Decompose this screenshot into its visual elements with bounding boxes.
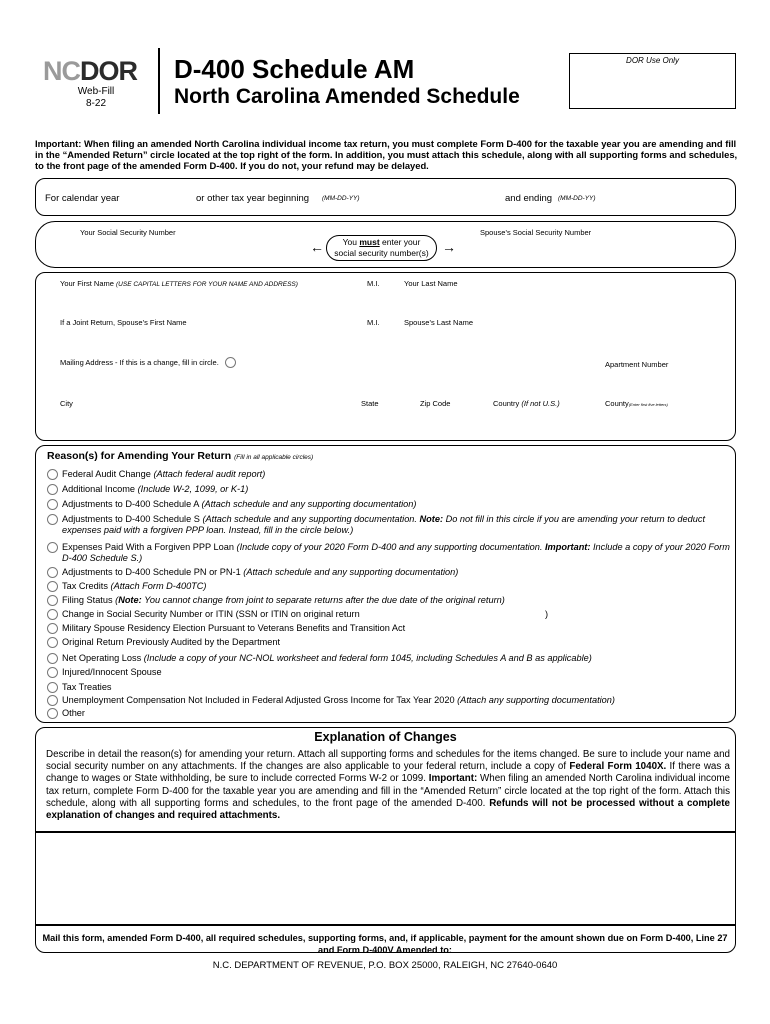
reason-note: (Include W-2, 1099, or K-1) — [137, 484, 249, 494]
reason-label: Federal Audit Change — [62, 469, 151, 479]
explanation-divider — [36, 831, 735, 833]
reason-text — [62, 542, 737, 564]
mailing-instructions: Mail this form, amended Form D-400, all required schedules, supporting forms, and, if applicable, payment for the amount shown due on Form D-400, Line 27 and Form D-400V Amended to: — [42, 933, 728, 955]
logo-nc: NC — [43, 56, 80, 86]
reason-label: Net Operating Loss — [62, 653, 142, 663]
reason-circle[interactable] — [47, 514, 58, 525]
reason-note: (Attach schedule and any supporting documentation) — [243, 567, 459, 577]
last-name-label: Your Last Name — [404, 279, 458, 288]
reason-close-paren: ) — [545, 609, 549, 619]
reason-ppp-loan[interactable] — [47, 542, 737, 564]
address-change-circle[interactable] — [225, 357, 236, 368]
state-label: State — [361, 399, 379, 408]
reasons-title-text: Reason(s) for Amending Your Return — [47, 450, 232, 462]
reason-note: (Include a copy of your NC-NOL worksheet and federal form 1045, including Schedules A and B as applicable) — [143, 653, 592, 663]
reason-label: Change in Social Security Number or ITIN (SSN or ITIN on original return — [62, 609, 360, 619]
explanation-p3: When filing an amended North Carolina individual income tax return, complete Form D-400 for the taxable year you are amending and fill in the “Amended Return” circle located at the top right of the form. Attach this schedule, along with all supporting forms and schedules, to the front page of the amended D-400. — [46, 773, 731, 809]
reason-label: Adjustments to D-400 Schedule S — [62, 514, 200, 524]
reason-text — [62, 499, 737, 510]
ssn-notice-must: must — [359, 237, 380, 247]
other-year-label: or other tax year beginning — [196, 193, 310, 204]
reason-note-bold: Note: — [419, 514, 444, 524]
explanation-text-area[interactable] — [38, 834, 733, 922]
name-address-box — [35, 272, 736, 441]
reason-note-tail: Do not fill in this circle if you are amending your return to deduct expenses paid with a forgiven PPP loan. Instead, fill in the circle below.) — [62, 514, 705, 535]
explanation-title: Explanation of Changes — [314, 730, 457, 744]
zip-label: Zip Code — [420, 399, 451, 408]
spouse-first-name-label: If a Joint Return, Spouse’s First Name — [60, 318, 187, 327]
reason-tax-credits[interactable] — [47, 581, 737, 592]
reason-injured-spouse[interactable] — [47, 667, 737, 678]
logo-dor: DOR — [80, 56, 137, 86]
dor-use-only-box — [569, 53, 736, 109]
reason-text — [62, 581, 737, 592]
ssn-notice-enter: enter your — [379, 237, 421, 247]
reason-note: (Attach schedule and any supporting documentation. — [202, 514, 417, 524]
form-title: D-400 Schedule AM — [174, 54, 415, 84]
reasons-title — [47, 450, 313, 462]
reason-previously-audited[interactable] — [47, 637, 737, 648]
reason-circle[interactable] — [47, 682, 58, 693]
reason-schedule-s[interactable] — [47, 514, 737, 536]
web-fill-text: Web-Fill — [77, 86, 115, 97]
reason-circle[interactable] — [47, 595, 58, 606]
form-version: 8-22 — [85, 98, 106, 109]
county-text: County — [605, 399, 629, 408]
explanation-p1: Describe in detail the reason(s) for amending your return. Attach all supporting forms and schedules for the items changed. Be sure to include your name and social security number on any attachments. If the changes are also applicable to your federal return, include a copy of — [46, 749, 730, 773]
reason-note: (Attach schedule and any supporting documentation) — [201, 499, 417, 509]
ssn-notice-line1 — [327, 237, 436, 248]
reason-note: (Attach federal audit report) — [153, 469, 266, 479]
reason-note-bold: Note: — [118, 595, 142, 605]
first-name-note: (USE CAPITAL LETTERS FOR YOUR NAME AND ADDRESS) — [116, 281, 298, 288]
mailing-address: N.C. DEPARTMENT OF REVENUE, P.O. BOX 25000, RALEIGH, NC 27640-0640 — [212, 960, 558, 971]
ncdor-logo — [43, 58, 137, 85]
dor-use-only-label: DOR Use Only — [626, 56, 679, 65]
reason-circle[interactable] — [47, 653, 58, 664]
reason-circle[interactable] — [47, 667, 58, 678]
ssn-required-notice — [326, 235, 437, 261]
reason-text — [62, 567, 737, 578]
spouse-mi-label: M.I. — [367, 318, 380, 327]
reason-ssn-change[interactable] — [47, 609, 737, 620]
spouse-ssn-label: Spouse’s Social Security Number — [480, 228, 592, 237]
mailing-address-label: Mailing Address - If this is a change, fill in circle. — [60, 358, 219, 367]
reason-circle[interactable] — [47, 542, 58, 553]
reason-text — [62, 695, 737, 706]
reason-circle[interactable] — [47, 695, 58, 706]
reasons-note: (Fill in all applicable circles) — [234, 454, 314, 461]
reason-note: (Attach Form D-400TC) — [110, 581, 207, 591]
reason-unemployment[interactable] — [47, 695, 737, 706]
reason-additional-income[interactable] — [47, 484, 737, 495]
reason-text — [62, 514, 737, 536]
mail-divider — [36, 924, 735, 926]
reason-note: (Attach any supporting documentation) — [457, 695, 615, 705]
reason-circle[interactable] — [47, 567, 58, 578]
explanation-p2: If there was a change to wages or State withholding, be sure to include corrected Forms W-2 or 1099. — [46, 761, 730, 785]
mi-label: M.I. — [367, 279, 380, 288]
reason-label: Filing Status — [62, 595, 113, 605]
reason-label: Tax Treaties — [62, 682, 112, 692]
important-notice: Important: When filing an amended North Carolina individual income tax return, you must complete Form D-400 for the taxable year you are amending and fill in the “Amended Return” circle located at the top right of the form. In addition, you must attach this schedule, along with all supporting forms and schedules, to the front page of the amended Form D-400. If you do not, your refund may be delayed. — [35, 138, 738, 171]
reason-circle[interactable] — [47, 581, 58, 592]
header-divider — [158, 48, 160, 114]
reason-label: Injured/Innocent Spouse — [62, 667, 162, 677]
reason-schedule-a[interactable] — [47, 499, 737, 510]
reason-note-bold: Important: — [545, 542, 591, 552]
city-label: City — [60, 399, 73, 408]
reason-circle[interactable] — [47, 708, 58, 719]
country-note: (If not U.S.) — [521, 399, 560, 408]
reason-tax-treaties[interactable] — [47, 682, 737, 693]
explanation-p2-bold: Important: — [428, 773, 478, 785]
ssn-notice-you: You — [342, 237, 360, 247]
reason-schedule-pn[interactable] — [47, 567, 737, 578]
reason-label: Adjustments to D-400 Schedule PN or PN-1 — [62, 567, 241, 577]
reason-label: Original Return Previously Audited by the Department — [62, 637, 281, 647]
reason-label: Other — [62, 708, 85, 718]
country-text: Country — [493, 399, 520, 408]
right-arrow-icon: → — [442, 239, 456, 255]
spouse-last-name-label: Spouse’s Last Name — [404, 318, 474, 327]
reason-other[interactable] — [47, 708, 737, 719]
reason-label: Unemployment Compensation Not Included in Federal Adjusted Gross Income for Tax Year 2020 — [62, 695, 455, 705]
reason-circle[interactable] — [47, 499, 58, 510]
reason-text — [62, 609, 737, 620]
reason-label: Tax Credits — [62, 581, 108, 591]
reason-circle[interactable] — [47, 623, 58, 634]
form-subtitle: North Carolina Amended Schedule — [174, 85, 520, 108]
ssn-notice-line2: social security number(s) — [334, 248, 429, 258]
country-label — [493, 399, 560, 408]
reason-text — [62, 484, 737, 495]
reason-circle[interactable] — [47, 484, 58, 495]
reason-label: Adjustments to D-400 Schedule A — [62, 499, 199, 509]
reason-net-operating-loss[interactable] — [47, 653, 737, 664]
reason-circle[interactable] — [47, 469, 58, 480]
reason-label: Additional Income — [62, 484, 136, 494]
county-note: (Enter first five letters) — [628, 402, 668, 407]
first-name-label — [60, 279, 298, 288]
left-arrow-icon: ← — [310, 239, 324, 255]
tax-year-box — [35, 178, 736, 216]
apartment-label: Apartment Number — [605, 360, 669, 369]
county-label — [605, 399, 668, 408]
reason-note: (Include copy of your 2020 Form D-400 and any supporting documentation. — [236, 542, 543, 552]
first-name-text: Your First Name — [60, 279, 114, 288]
calendar-year-label: For calendar year — [45, 193, 120, 204]
reason-circle[interactable] — [47, 637, 58, 648]
explanation-p3-bold: Refunds will not be processed without a complete explanation of changes and required attachments. — [46, 797, 730, 822]
reason-filing-status[interactable] — [47, 595, 737, 606]
ending-format: (MM-DD-YY) — [558, 195, 596, 202]
reason-note-tail: You cannot change from joint to separate returns after the due date of the original return) — [144, 595, 505, 605]
reason-text — [62, 469, 737, 480]
reason-circle[interactable] — [47, 609, 58, 620]
reason-federal-audit[interactable] — [47, 469, 737, 480]
reason-label: Expenses Paid With a Forgiven PPP Loan — [62, 542, 234, 552]
web-fill-label — [76, 86, 116, 110]
your-ssn-label: Your Social Security Number — [80, 228, 176, 237]
reason-text — [62, 653, 737, 664]
reason-military-spouse[interactable] — [47, 623, 737, 634]
explanation-instructions — [46, 749, 730, 822]
ending-label: and ending — [505, 193, 553, 204]
explanation-p1-bold: Federal Form 1040X. — [569, 761, 667, 773]
reason-text — [62, 595, 737, 606]
reason-label: Military Spouse Residency Election Pursuant to Veterans Benefits and Transition Act — [62, 623, 406, 633]
beginning-format: (MM-DD-YY) — [322, 195, 360, 202]
reason-note-open: ( — [115, 595, 119, 605]
reason-note-tail: Include a copy of your 2020 Form D-400 Schedule S.) — [62, 542, 730, 563]
